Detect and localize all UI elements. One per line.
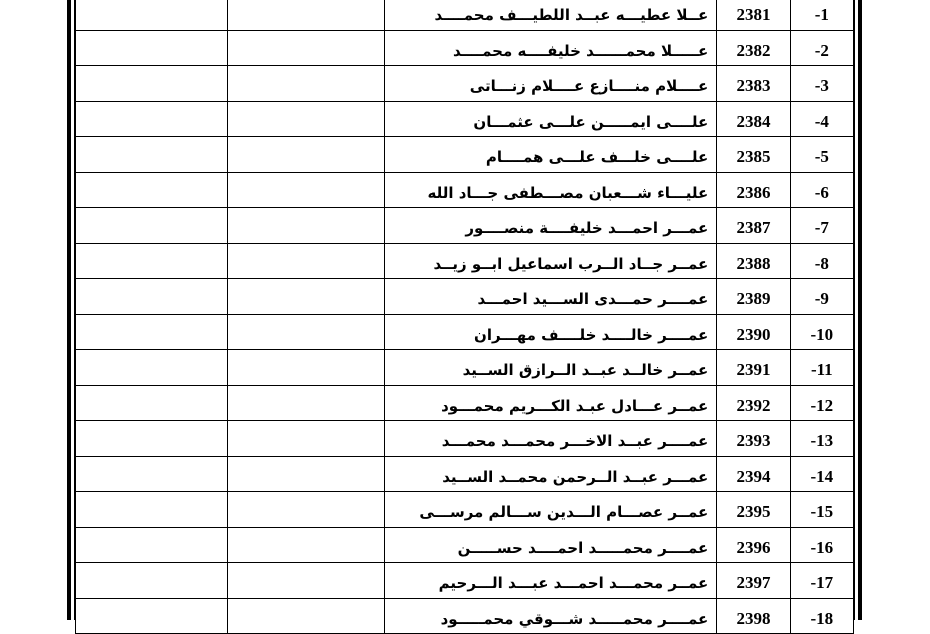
table-row xyxy=(76,101,854,137)
row-number-cell xyxy=(790,314,853,350)
student-name-cell xyxy=(384,30,717,66)
blank-cell xyxy=(76,172,228,208)
seat-number: 2391 xyxy=(736,360,771,380)
blank-cell xyxy=(227,172,384,208)
student-name: عــــلام منــــازع عــــلام زنـــاتى xyxy=(469,77,709,96)
blank-cell xyxy=(76,527,228,563)
blank-cell xyxy=(76,243,228,279)
table-row xyxy=(76,350,854,386)
blank-cell xyxy=(227,30,384,66)
blank-cell xyxy=(227,314,384,350)
row-number-cell xyxy=(790,421,853,457)
row-number: -4 xyxy=(814,111,829,131)
seat-number: 2396 xyxy=(736,537,771,557)
table-row xyxy=(76,492,854,528)
student-name: عمــــر حمـــدى الســـيد احمـــد xyxy=(477,290,709,309)
seat-number-cell xyxy=(717,66,790,102)
blank-cell xyxy=(76,137,228,173)
seat-number: 2398 xyxy=(736,608,771,628)
student-name-cell xyxy=(384,563,717,599)
table-row xyxy=(76,30,854,66)
seat-number: 2397 xyxy=(736,573,771,593)
seat-number: 2386 xyxy=(736,182,771,202)
row-number-cell xyxy=(790,0,853,30)
student-name: عليـــاء شـــعبان مصـــطفى جـــاد الله xyxy=(427,183,709,202)
seat-number-cell xyxy=(717,243,790,279)
table-row xyxy=(76,563,854,599)
seat-number: 2394 xyxy=(736,466,771,486)
table-row xyxy=(76,243,854,279)
blank-cell xyxy=(76,563,228,599)
blank-cell xyxy=(227,101,384,137)
seat-number-cell xyxy=(717,137,790,173)
table-row xyxy=(76,385,854,421)
blank-cell xyxy=(227,243,384,279)
student-name-cell xyxy=(384,527,717,563)
row-number-cell xyxy=(790,172,853,208)
seat-number: 2382 xyxy=(736,40,771,60)
student-roster-table xyxy=(75,0,854,634)
student-name: عمــــر خالــــد خلــــف مهـــران xyxy=(474,325,709,344)
row-number: -9 xyxy=(814,289,829,309)
student-name: عمــــر عبــد الاخـــر محمـــد محمـــد xyxy=(441,432,709,451)
student-name: عمــر جــاد الــرب اسماعيل ابــو زيــد xyxy=(433,254,709,273)
student-name-cell xyxy=(384,492,717,528)
row-number: -2 xyxy=(814,40,829,60)
blank-cell xyxy=(76,66,228,102)
seat-number: 2390 xyxy=(736,324,771,344)
blank-cell xyxy=(76,598,228,634)
row-number: -3 xyxy=(814,76,829,96)
row-number: -15 xyxy=(810,502,834,522)
blank-cell xyxy=(76,208,228,244)
blank-cell xyxy=(227,279,384,315)
table-row xyxy=(76,172,854,208)
student-name-cell xyxy=(384,598,717,634)
table-row xyxy=(76,0,854,30)
student-name: عمــر محمـــد احمـــد عبـــد الـــرحيم xyxy=(438,574,709,593)
blank-cell xyxy=(227,563,384,599)
student-name: عمــر عـــادل عبـد الكـــريم محمـــود xyxy=(441,396,709,415)
student-name: عمــر خالــد عبــد الــرازق الســيد xyxy=(462,361,709,380)
row-number: -1 xyxy=(814,5,829,25)
row-number: -10 xyxy=(810,324,834,344)
student-name-cell xyxy=(384,314,717,350)
row-number: -14 xyxy=(810,466,834,486)
seat-number: 2381 xyxy=(736,5,771,25)
row-number-cell xyxy=(790,385,853,421)
blank-cell xyxy=(227,456,384,492)
row-number: -13 xyxy=(810,431,834,451)
student-name: عمــــر محمـــــد شـــوقي محمـــــود xyxy=(440,609,709,628)
blank-cell xyxy=(227,421,384,457)
table-row xyxy=(76,279,854,315)
seat-number-cell xyxy=(717,30,790,66)
row-number-cell xyxy=(790,492,853,528)
seat-number-cell xyxy=(717,492,790,528)
row-number-cell xyxy=(790,563,853,599)
blank-cell xyxy=(227,66,384,102)
row-number-cell xyxy=(790,137,853,173)
blank-cell xyxy=(76,492,228,528)
seat-number-cell xyxy=(717,101,790,137)
seat-number-cell xyxy=(717,598,790,634)
student-name: عــلا عطيـــه عبــد اللطيـــف محمــــد xyxy=(434,6,709,25)
student-name: عمـــر احمـــد خليفــــة منصــــور xyxy=(465,219,709,238)
student-name: علــــى ايمـــــن علـــى عثمـــان xyxy=(473,112,709,131)
student-name-cell xyxy=(384,456,717,492)
blank-cell xyxy=(76,385,228,421)
seat-number: 2395 xyxy=(736,502,771,522)
row-number-cell xyxy=(790,598,853,634)
blank-cell xyxy=(227,527,384,563)
table-row xyxy=(76,137,854,173)
seat-number-cell xyxy=(717,279,790,315)
student-name: عمـــر عبــد الــرحمن محمــد الســيد xyxy=(442,467,709,486)
row-number: -18 xyxy=(810,608,834,628)
seat-number-cell xyxy=(717,456,790,492)
table-row xyxy=(76,598,854,634)
student-name-cell xyxy=(384,208,717,244)
seat-number: 2387 xyxy=(736,218,771,238)
seat-number-cell xyxy=(717,314,790,350)
table-row xyxy=(76,208,854,244)
seat-number-cell xyxy=(717,527,790,563)
blank-cell xyxy=(76,30,228,66)
seat-number: 2389 xyxy=(736,289,771,309)
row-number: -17 xyxy=(810,573,834,593)
seat-number-cell xyxy=(717,385,790,421)
row-number-cell xyxy=(790,66,853,102)
table-row xyxy=(76,527,854,563)
blank-cell xyxy=(76,456,228,492)
row-number-cell xyxy=(790,279,853,315)
blank-cell xyxy=(227,598,384,634)
seat-number-cell xyxy=(717,421,790,457)
blank-cell xyxy=(227,0,384,30)
blank-cell xyxy=(76,101,228,137)
blank-cell xyxy=(76,421,228,457)
row-number: -12 xyxy=(810,395,834,415)
row-number: -5 xyxy=(814,147,829,167)
student-name-cell xyxy=(384,101,717,137)
seat-number: 2384 xyxy=(736,111,771,131)
blank-cell xyxy=(76,279,228,315)
blank-cell xyxy=(227,137,384,173)
student-name: عمــــر محمـــــد احمــــد حســـــن xyxy=(457,538,709,557)
student-name: عمــر عصـــام الـــدين ســـالم مرســـى xyxy=(419,503,709,522)
seat-number-cell xyxy=(717,172,790,208)
page-border-right xyxy=(858,0,862,620)
row-number-cell xyxy=(790,30,853,66)
seat-number: 2393 xyxy=(736,431,771,451)
seat-number: 2392 xyxy=(736,395,771,415)
row-number-cell xyxy=(790,208,853,244)
table-row xyxy=(76,314,854,350)
page-border-right-inner xyxy=(854,0,855,620)
row-number-cell xyxy=(790,350,853,386)
blank-cell xyxy=(227,208,384,244)
blank-cell xyxy=(76,0,228,30)
student-name-cell xyxy=(384,350,717,386)
row-number-cell xyxy=(790,101,853,137)
row-number-cell xyxy=(790,456,853,492)
table-row xyxy=(76,456,854,492)
blank-cell xyxy=(227,385,384,421)
seat-number: 2383 xyxy=(736,76,771,96)
seat-number: 2388 xyxy=(736,253,771,273)
blank-cell xyxy=(227,350,384,386)
student-name-cell xyxy=(384,279,717,315)
student-name: علــــى خلـــف علـــى همــــام xyxy=(485,148,709,167)
row-number: -11 xyxy=(810,360,833,380)
student-name-cell xyxy=(384,66,717,102)
roster-table-body xyxy=(76,0,854,634)
seat-number-cell xyxy=(717,208,790,244)
seat-number-cell xyxy=(717,350,790,386)
table-row xyxy=(76,66,854,102)
blank-cell xyxy=(76,314,228,350)
page-border-left xyxy=(67,0,71,620)
row-number: -8 xyxy=(814,253,829,273)
student-name-cell xyxy=(384,137,717,173)
table-row xyxy=(76,421,854,457)
student-name: عـــــلا محمــــــد خليفــــه محمــــد xyxy=(452,41,709,60)
student-name-cell xyxy=(384,385,717,421)
blank-cell xyxy=(76,350,228,386)
student-name-cell xyxy=(384,172,717,208)
student-name-cell xyxy=(384,0,717,30)
seat-number: 2385 xyxy=(736,147,771,167)
row-number: -7 xyxy=(814,218,829,238)
seat-number-cell xyxy=(717,563,790,599)
row-number: -6 xyxy=(814,182,829,202)
row-number-cell xyxy=(790,243,853,279)
blank-cell xyxy=(227,492,384,528)
row-number: -16 xyxy=(810,537,834,557)
seat-number-cell xyxy=(717,0,790,30)
student-name-cell xyxy=(384,421,717,457)
student-name-cell xyxy=(384,243,717,279)
row-number-cell xyxy=(790,527,853,563)
